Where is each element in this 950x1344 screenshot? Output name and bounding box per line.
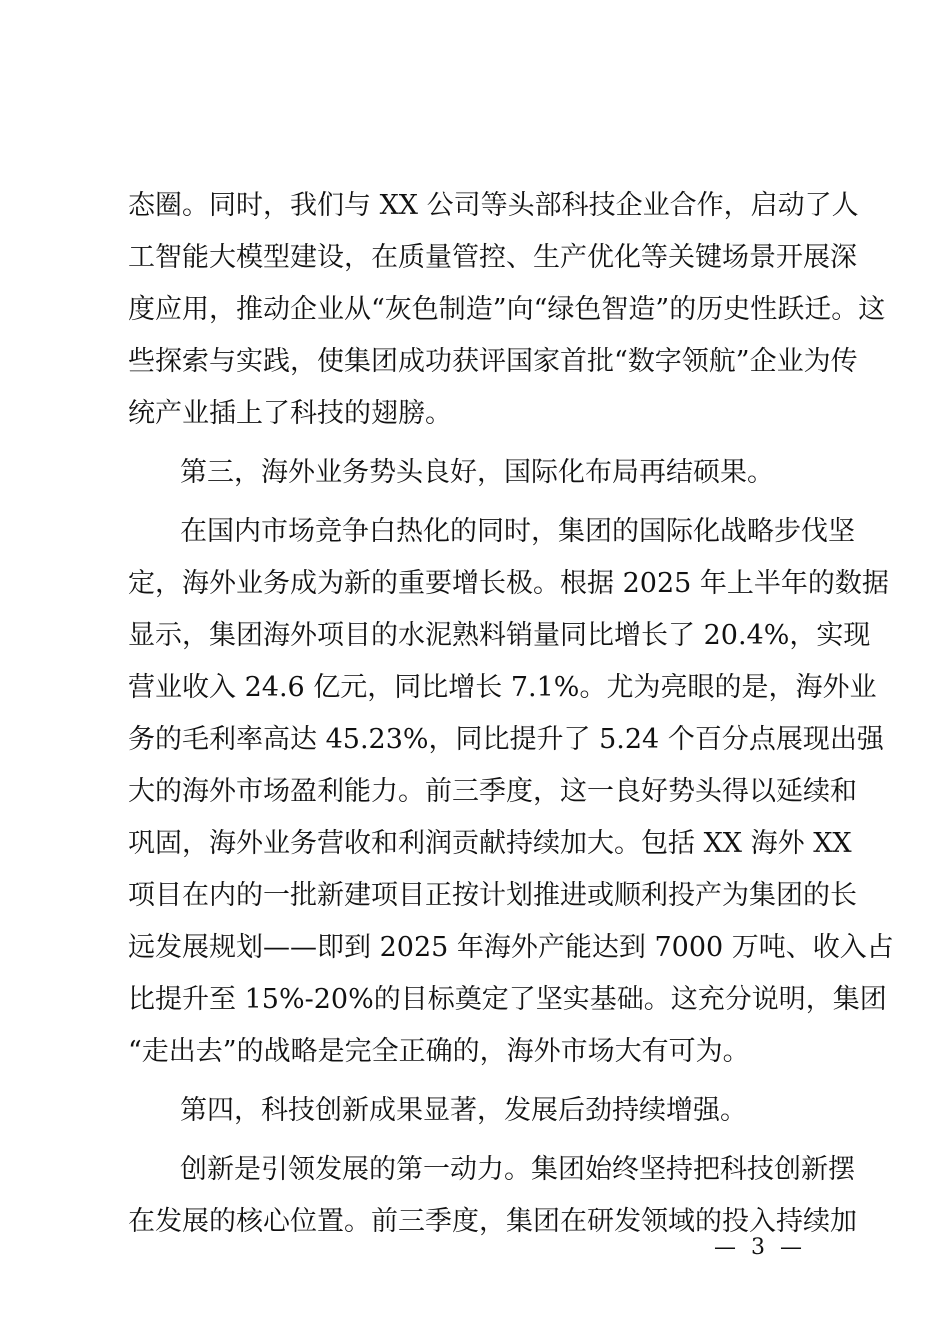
section-heading [128,1085,832,1137]
text-line: 些探索与实践，使集团成功获评国家首批“数字领航”企业为传 [128,346,858,377]
text-line: 定，海外业务成为新的重要增长极。根据 2025 年上半年的数据 [128,568,889,599]
text-line: 度应用，推动企业从“灰色制造”向“绿色智造”的历史性跃迁。这 [128,294,886,325]
text-line: 营业收入 24.6 亿元，同比增长 7.1%。尤为亮眼的是，海外业 [128,672,877,703]
text-line: 比提升至 15%-20%的目标奠定了坚实基础。这充分说明，集团 [128,984,887,1015]
paragraph [128,180,886,440]
text-line: 大的海外市场盈利能力。前三季度，这一良好势头得以延续和 [128,776,857,807]
text-line: 第四，科技创新成果显著，发展后劲持续增强。 [180,1095,747,1126]
text-line: 务的毛利率高达 45.23%，同比提升了 5.24 个百分点展现出强 [128,724,884,755]
document-body [128,180,894,1248]
text-line: 远发展规划——即到 2025 年海外产能达到 7000 万吨、收入占 [128,932,894,963]
text-line: 在发展的核心位置。前三季度，集团在研发领域的投入持续加 [128,1206,857,1237]
text-line: 统产业插上了科技的翅膀。 [128,398,452,429]
text-line: 在国内市场竞争白热化的同时，集团的国际化战略步伐坚 [180,516,855,547]
text-line: 创新是引领发展的第一动力。集团始终坚持把科技创新摆 [180,1154,855,1185]
text-line: 工智能大模型建设，在质量管控、生产优化等关键场景开展深 [128,242,857,273]
text-line: 显示，集团海外项目的水泥熟料销量同比增长了 20.4%，实现 [128,620,871,651]
text-line: 项目在内的一批新建项目正按计划推进或顺利投产为集团的长 [128,880,857,911]
text-line: 态圈。同时，我们与 XX 公司等头部科技企业合作，启动了人 [128,190,859,221]
text-line: “走出去”的战略是完全正确的，海外市场大有可为。 [128,1036,750,1067]
section-heading [128,447,832,499]
paragraph [128,506,894,1078]
paragraph [128,1144,857,1248]
page-number: — 3 — [714,1235,806,1260]
text-line: 巩固，海外业务营收和利润贡献持续加大。包括 XX 海外 XX [128,828,852,859]
text-line: 第三，海外业务势头良好，国际化布局再结硕果。 [180,457,774,488]
